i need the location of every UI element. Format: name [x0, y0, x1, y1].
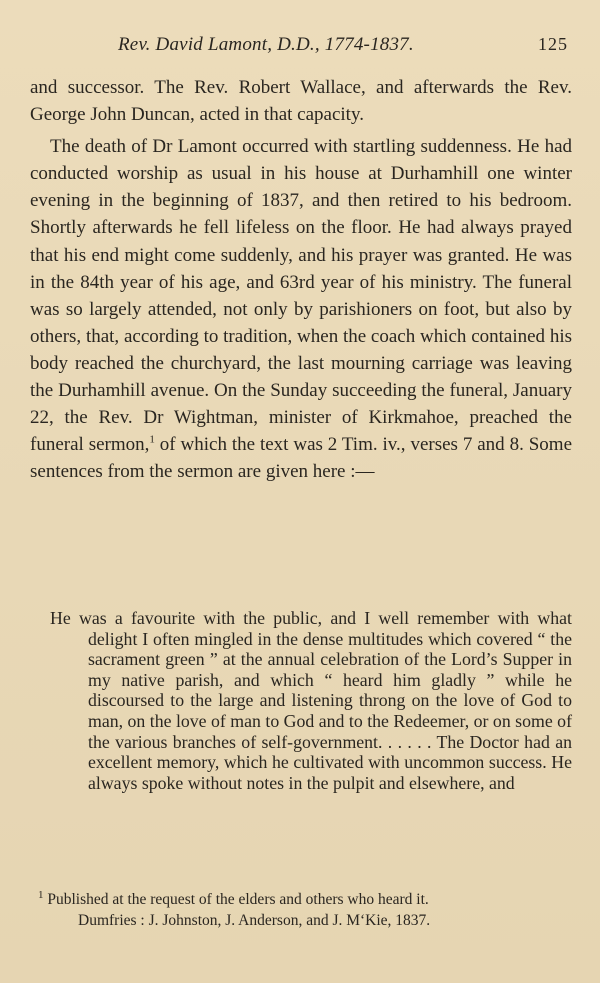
footnote-line-1: Published at the request of the elders and others who heard it. — [47, 891, 429, 908]
paragraph-death-of-lamont — [30, 133, 572, 485]
paragraph-text-part-2: of which the text was 2 Tim. iv., verses 7 and 8. Some sentences from the sermon are given here :— — [30, 434, 573, 483]
paragraph-continuation: and successor. The Rev. Robert Wallace, and afterwards the Rev. George John Duncan, acted in that capacity. — [30, 77, 572, 126]
footnote-reference: 1 — [149, 433, 155, 446]
page-header — [0, 34, 600, 58]
body-text — [30, 74, 572, 485]
footnote — [38, 889, 572, 931]
sermon-quote — [50, 608, 572, 793]
sermon-quote-text: He was a favourite with the public, and I well remember with what delight I often mingled in the dense multitudes which covered “ the sacrament green ” at the annual celebration of the Lord’s Supper in my native parish, and which “ heard him gladly ” while he discoursed to the large and listening throng on the love of God to man, on the love of man to God and to the Redeemer, or on some of the various branches of self-government. . . . . . The Doctor had an excellent memory, which he cultivated with uncommon success. He always spoke without notes in the pulpit and elsewhere, and — [50, 608, 572, 793]
running-title: Rev. David Lamont, D.D., 1774-1837. — [118, 34, 414, 55]
footnote-line-2: Dumfries : J. Johnston, J. Anderson, and J. M‘Kie, 1837. — [78, 912, 431, 929]
footnote-mark: 1 — [38, 888, 44, 901]
paragraph-text-part-1: The death of Dr Lamont occurred with startling suddenness. He had conducted worship as usual in his house at Durhamhill one winter evening in the beginning of 1837, and then retired to his bedroom. Shortly afterwards he fell lifeless on the floor. He had always prayed that his end might come suddenly, and his prayer was granted. He was in the 84th year of his age, and 63rd year of his ministry. The funeral was so largely attended, not only by parishioners on foot, but also by others, that, according to tradition, when the coach which contained his body reached the churchyard, the last mourning carriage was leaving the Durhamhill avenue. On the Sunday succeeding the funeral, January 22, the Rev. Dr Wightman, minister of Kirkmahoe, preached the funeral sermon, — [30, 136, 572, 456]
page-number: 125 — [538, 34, 568, 54]
